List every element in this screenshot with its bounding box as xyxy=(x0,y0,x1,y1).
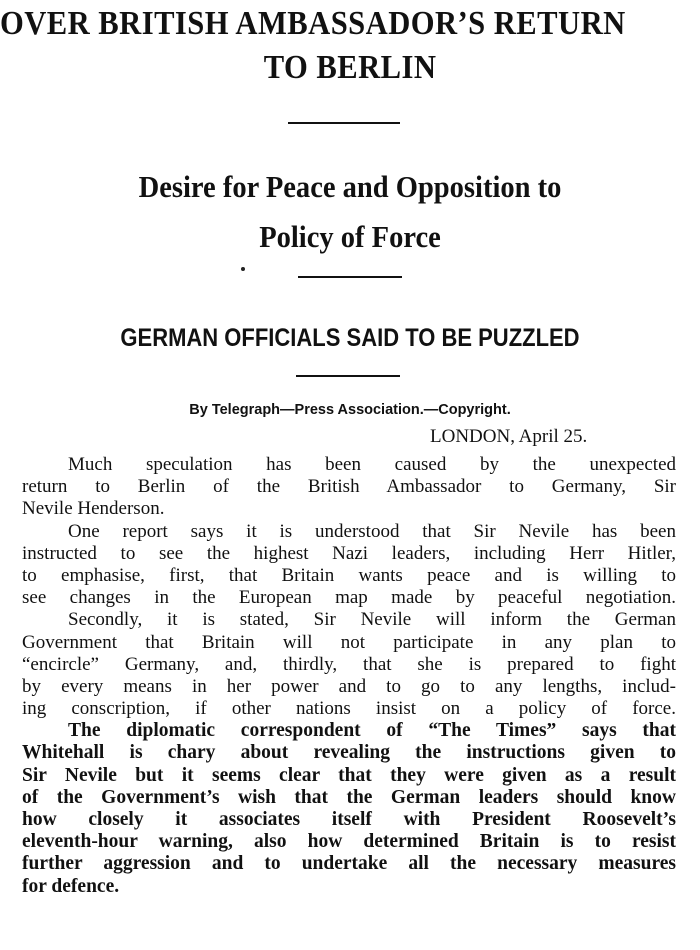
article-line: of the Government’s wish that the German leaders should know xyxy=(22,786,676,808)
press-credit: By Telegraph—Press Association.—Copyright. xyxy=(189,402,511,418)
article-body xyxy=(0,454,700,898)
article-line: further aggression and to undertake all the necessary measures xyxy=(22,853,676,875)
article-line: instructed to see the highest Nazi leaders, including Herr Hitler, xyxy=(22,542,676,564)
article-line: Secondly, it is stated, Sir Nevile will inform the German xyxy=(68,609,676,631)
article-line: “encircle” Germany, and, thirdly, that she is prepared to fight xyxy=(22,653,676,675)
article-line: for defence. xyxy=(22,875,120,897)
article-line: see changes in the European map made by peaceful negotiation. xyxy=(22,587,676,609)
article-line: Nevile Henderson. xyxy=(22,498,165,520)
article-line: Whitehall is chary about revealing the instructions given to xyxy=(22,742,676,764)
sub-headline-line-1: Desire for Peace and Opposition to xyxy=(138,169,562,204)
article-line: One report says it is understood that Sir Nevile has been xyxy=(68,520,676,542)
sub-headline-line-2: Policy of Force xyxy=(259,219,441,254)
divider-rule-3 xyxy=(296,375,400,377)
divider-rule-2 xyxy=(298,276,402,278)
article-line: The diplomatic correspondent of “The Times” says that xyxy=(68,720,676,742)
article-line: how closely it associates itself with President Roosevelt’s xyxy=(22,809,676,830)
article-line: Government that Britain will not participate in any plan to xyxy=(22,631,676,653)
sub-headline xyxy=(28,162,672,262)
main-headline-line-1: OVER BRITISH AMBASSADOR’S RETURN xyxy=(0,5,626,42)
print-speck xyxy=(241,267,245,271)
article-line: eleventh-hour warning, also how determined Britain is to resist xyxy=(22,831,676,853)
article-line: to emphasise, first, that Britain wants peace and is willing to xyxy=(22,564,676,586)
article-line: Much speculation has been caused by the unexpected xyxy=(68,454,676,475)
article-line: Sir Nevile but it seems clear that they were given as a result xyxy=(22,764,676,786)
article-line: by every means in her power and to go to any lengths, includ- xyxy=(22,675,676,697)
article-line: ing conscription, if other nations insist on a policy of force. xyxy=(22,698,676,720)
main-headline-line-2: TO BERLIN xyxy=(263,49,437,86)
article-line: return to Berlin of the British Ambassador to Germany, Sir xyxy=(22,476,676,498)
divider-rule-1 xyxy=(288,122,400,124)
dateline: LONDON, April 25. xyxy=(430,426,588,447)
main-headline xyxy=(0,2,630,90)
third-headline: GERMAN OFFICIALS SAID TO BE PUZZLED xyxy=(120,324,580,352)
